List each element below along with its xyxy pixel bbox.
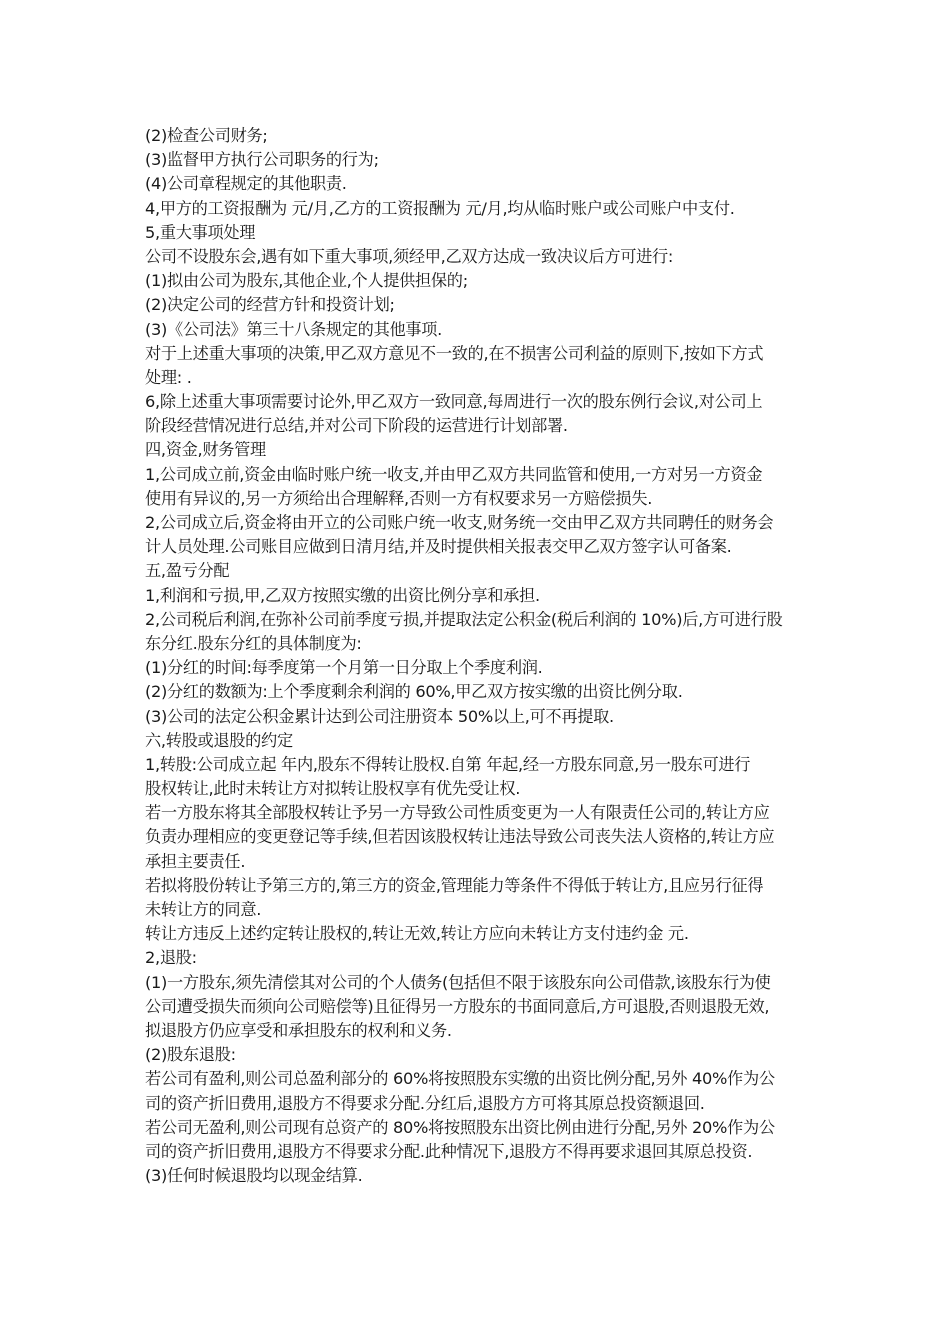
text-line: (2)检查公司财务; — [145, 126, 268, 145]
text-line: 阶段经营情况进行总结,并对公司下阶段的运营进行计划部署. — [145, 416, 568, 436]
text-line: 若公司有盈利,则公司总盈利部分的 60%将按照股东实缴的出资比例分配,另外 40%作为公 — [145, 1069, 775, 1089]
text-line: 司的资产折旧费用,退股方不得要求分配.分红后,退股方方可将其原总投资额退回. — [145, 1093, 705, 1113]
text-line: (1)分红的时间:每季度第一个月第一日分取上个季度利润. — [145, 658, 543, 678]
text-line: 未转让方的同意. — [145, 900, 262, 919]
text-line: 4,甲方的工资报酬为 元/月,乙方的工资报酬为 元/月,均从临时账户或公司账户中支付. — [145, 198, 735, 218]
text-line: 2,公司税后利润,在弥补公司前季度亏损,并提取法定公积金(税后利润的 10%)后,方可进行股 — [145, 609, 783, 629]
text-line: 使用有异议的,另一方须给出合理解释,否则一方有权要求另一方赔偿损失. — [145, 488, 653, 508]
text-line: 若公司无盈利,则公司现有总资产的 80%将按照股东出资比例由进行分配,另外 20%作为公 — [145, 1117, 775, 1137]
text-line: (2)决定公司的经营方针和投资计划; — [145, 295, 395, 315]
text-line: 1,转股:公司成立起 年内,股东不得转让股权.自第 年起,经一方股东同意,另一股东可进行 — [145, 754, 751, 774]
text-line: 承担主要责任. — [145, 851, 246, 871]
section-heading: 六,转股或退股的约定 — [145, 730, 293, 750]
text-line: 1,利润和亏损,甲,乙双方按照实缴的出资比例分享和承担. — [145, 585, 540, 605]
text-line: 公司不设股东会,遇有如下重大事项,须经甲,乙双方达成一致决议后方可进行: — [145, 246, 674, 266]
text-line: (3)监督甲方执行公司职务的行为; — [145, 150, 379, 170]
text-line: (1)一方股东,须先清偿其对公司的个人债务(包括但不限于该股东向公司借款,该股东行为使 — [145, 972, 771, 992]
text-line: 若拟将股份转让予第三方的,第三方的资金,管理能力等条件不得低于转让方,且应另行征得 — [145, 875, 764, 895]
text-line: (2)股东退股: — [145, 1045, 236, 1065]
section-heading: 五,盈亏分配 — [145, 561, 230, 581]
text-line: 对于上述重大事项的决策,甲乙双方意见不一致的,在不损害公司利益的原则下,按如下方式 — [145, 343, 764, 363]
text-line: 2,公司成立后,资金将由开立的公司账户统一收支,财务统一交由甲乙双方共同聘任的财务会 — [145, 513, 774, 532]
text-line: 东分红.股东分红的具体制度为: — [145, 633, 362, 653]
text-line: 司的资产折旧费用,退股方不得要求分配.此种情况下,退股方不得再要求退回其原总投资. — [145, 1141, 753, 1161]
text-line: 负责办理相应的变更登记等手续,但若因该股权转让违法导致公司丧失法人资格的,转让方应 — [145, 827, 775, 847]
text-line: 若一方股东将其全部股权转让予另一方导致公司性质变更为一人有限责任公司的,转让方应 — [145, 803, 770, 823]
text-line: 1,公司成立前,资金由临时账户统一收支,并由甲乙双方共同监管和使用,一方对另一方资金 — [145, 464, 763, 484]
text-line: (4)公司章程规定的其他职责. — [145, 174, 347, 194]
text-line: 转让方违反上述约定转让股权的,转让无效,转让方应向未转让方支付违约金 元. — [145, 924, 689, 944]
text-line: (2)分红的数额为:上个季度剩余利润的 60%,甲乙双方按实缴的出资比例分取. — [145, 682, 683, 702]
text-line: 2,退股: — [145, 948, 197, 968]
text-line: 处理: . — [145, 367, 192, 387]
section-heading: 5,重大事项处理 — [145, 222, 256, 242]
text-line: (3)任何时候退股均以现金结算. — [145, 1166, 363, 1186]
text-line: (1)拟由公司为股东,其他企业,个人提供担保的; — [145, 271, 468, 291]
text-line: 公司遭受损失而须向公司赔偿等)且征得另一方股东的书面同意后,方可退股,否则退股无效, — [145, 996, 770, 1016]
text-line: 股权转让,此时未转让方对拟转让股权享有优先受让权. — [145, 779, 521, 799]
text-line: 6,除上述重大事项需要讨论外,甲乙双方一致同意,每周进行一次的股东例行会议,对公司上 — [145, 392, 763, 412]
document-body — [145, 124, 815, 1188]
text-line: 拟退股方仍应享受和承担股东的权利和义务. — [145, 1020, 452, 1040]
text-line: 计人员处理.公司账目应做到日清月结,并及时提供相关报表交甲乙双方签字认可备案. — [145, 537, 732, 557]
text-line: (3)公司的法定公积金累计达到公司注册资本 50%以上,可不再提取. — [145, 706, 614, 726]
text-line: (3)《公司法》第三十八条规定的其他事项. — [145, 319, 442, 339]
section-heading: 四,资金,财务管理 — [145, 440, 266, 460]
